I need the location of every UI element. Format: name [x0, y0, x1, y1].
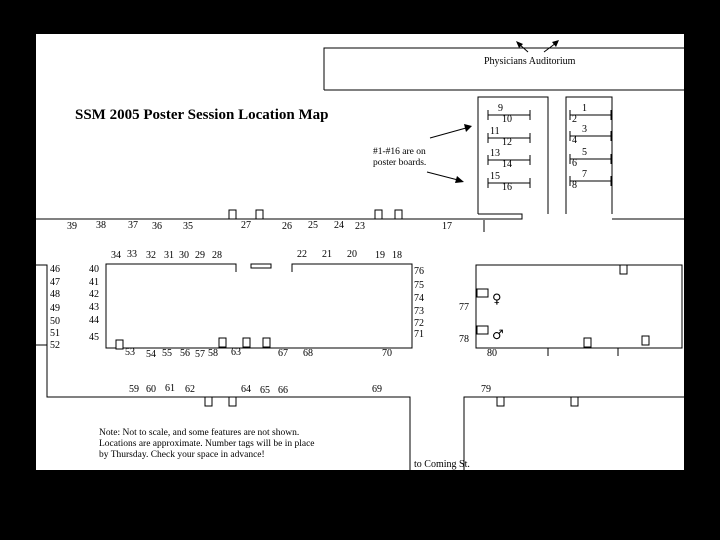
- location-number-78: 78: [459, 334, 469, 345]
- location-number-28: 28: [212, 250, 222, 261]
- location-number-17: 17: [442, 221, 452, 232]
- auditorium-label: Physicians Auditorium: [484, 56, 576, 67]
- poster-board-number-9: 9: [498, 103, 503, 114]
- location-number-52: 52: [50, 340, 60, 351]
- location-number-58: 58: [208, 348, 218, 359]
- location-number-23: 23: [355, 221, 365, 232]
- location-number-66: 66: [278, 385, 288, 396]
- male-restroom-icon: ♂: [492, 328, 504, 343]
- location-number-25: 25: [308, 220, 318, 231]
- marker-square: [116, 340, 123, 349]
- marker-square: [375, 210, 382, 219]
- map-note-line-3: by Thursday. Check your space in advance!: [99, 450, 265, 460]
- female-restroom-icon: ♀: [492, 292, 502, 307]
- poster-board-number-12: 12: [502, 137, 512, 148]
- location-number-18: 18: [392, 250, 402, 261]
- location-number-31: 31: [164, 250, 174, 261]
- boards-note-line-2: poster boards.: [373, 158, 427, 168]
- location-number-26: 26: [282, 221, 292, 232]
- location-number-35: 35: [183, 221, 193, 232]
- location-number-30: 30: [179, 250, 189, 261]
- location-number-24: 24: [334, 220, 344, 231]
- boards-note-line-1: #1-#16 are on: [373, 147, 426, 157]
- poster-board-number-1: 1: [582, 103, 587, 114]
- location-number-42: 42: [89, 289, 99, 300]
- location-number-19: 19: [375, 250, 385, 261]
- location-number-38: 38: [96, 220, 106, 231]
- poster-board-number-5: 5: [582, 147, 587, 158]
- location-number-61: 61: [165, 383, 175, 394]
- location-number-64: 64: [241, 384, 251, 395]
- marker-square: [219, 338, 226, 347]
- marker-square: [229, 397, 236, 406]
- marker-square: [263, 338, 270, 347]
- location-number-76: 76: [414, 266, 424, 277]
- location-number-40: 40: [89, 264, 99, 275]
- location-number-75: 75: [414, 280, 424, 291]
- poster-board-number-3: 3: [582, 124, 587, 135]
- location-number-21: 21: [322, 249, 332, 260]
- marker-square: [497, 397, 504, 406]
- location-number-51: 51: [50, 328, 60, 339]
- marker-square: [229, 210, 236, 219]
- location-number-56: 56: [180, 348, 190, 359]
- location-number-62: 62: [185, 384, 195, 395]
- location-number-72: 72: [414, 318, 424, 329]
- map-note-line-1: Note: Not to scale, and some features are not shown.: [99, 428, 300, 438]
- poster-board-number-11: 11: [490, 126, 500, 137]
- location-number-65: 65: [260, 385, 270, 396]
- marker-square: [571, 397, 578, 406]
- location-number-53: 53: [125, 347, 135, 358]
- location-number-20: 20: [347, 249, 357, 260]
- location-number-54: 54: [146, 349, 156, 360]
- location-number-45: 45: [89, 332, 99, 343]
- location-number-79: 79: [481, 384, 491, 395]
- marker-square: [243, 338, 250, 347]
- poster-board-number-2: 2: [572, 114, 577, 125]
- location-number-33: 33: [127, 249, 137, 260]
- location-number-50: 50: [50, 316, 60, 327]
- poster-board-number-13: 13: [490, 148, 500, 159]
- location-number-22: 22: [297, 249, 307, 260]
- poster-board-number-10: 10: [502, 114, 512, 125]
- poster-board-number-15: 15: [490, 171, 500, 182]
- poster-board-number-16: 16: [502, 182, 512, 193]
- location-number-55: 55: [162, 348, 172, 359]
- location-number-36: 36: [152, 221, 162, 232]
- location-number-60: 60: [146, 384, 156, 395]
- location-number-63: 63: [231, 347, 241, 358]
- marker-square: [584, 338, 591, 347]
- location-number-73: 73: [414, 306, 424, 317]
- poster-board-number-7: 7: [582, 169, 587, 180]
- map-title: SSM 2005 Poster Session Location Map: [75, 107, 329, 123]
- location-number-41: 41: [89, 277, 99, 288]
- location-number-46: 46: [50, 264, 60, 275]
- location-number-59: 59: [129, 384, 139, 395]
- location-number-67: 67: [278, 348, 288, 359]
- location-number-39: 39: [67, 221, 77, 232]
- location-number-44: 44: [89, 315, 99, 326]
- location-number-49: 49: [50, 303, 60, 314]
- marker-square: [256, 210, 263, 219]
- poster-board-number-8: 8: [572, 180, 577, 191]
- marker-square: [620, 265, 627, 274]
- street-label: to Coming St.: [414, 459, 470, 470]
- location-number-34: 34: [111, 250, 121, 261]
- location-number-43: 43: [89, 302, 99, 313]
- location-number-37: 37: [128, 220, 138, 231]
- location-number-48: 48: [50, 289, 60, 300]
- location-number-69: 69: [372, 384, 382, 395]
- poster-board-number-14: 14: [502, 159, 512, 170]
- location-number-68: 68: [303, 348, 313, 359]
- location-number-77: 77: [459, 302, 469, 313]
- location-number-29: 29: [195, 250, 205, 261]
- map-note-line-2: Locations are approximate. Number tags will be in place: [99, 439, 315, 449]
- location-number-71: 71: [414, 329, 424, 340]
- poster-board-number-4: 4: [572, 135, 577, 146]
- location-number-32: 32: [146, 250, 156, 261]
- location-number-47: 47: [50, 277, 60, 288]
- poster-board-number-6: 6: [572, 158, 577, 169]
- location-number-74: 74: [414, 293, 424, 304]
- marker-square: [395, 210, 402, 219]
- location-number-27: 27: [241, 220, 251, 231]
- location-number-57: 57: [195, 349, 205, 360]
- location-number-70: 70: [382, 348, 392, 359]
- location-number-80: 80: [487, 348, 497, 359]
- marker-square: [205, 397, 212, 406]
- marker-square: [642, 336, 649, 345]
